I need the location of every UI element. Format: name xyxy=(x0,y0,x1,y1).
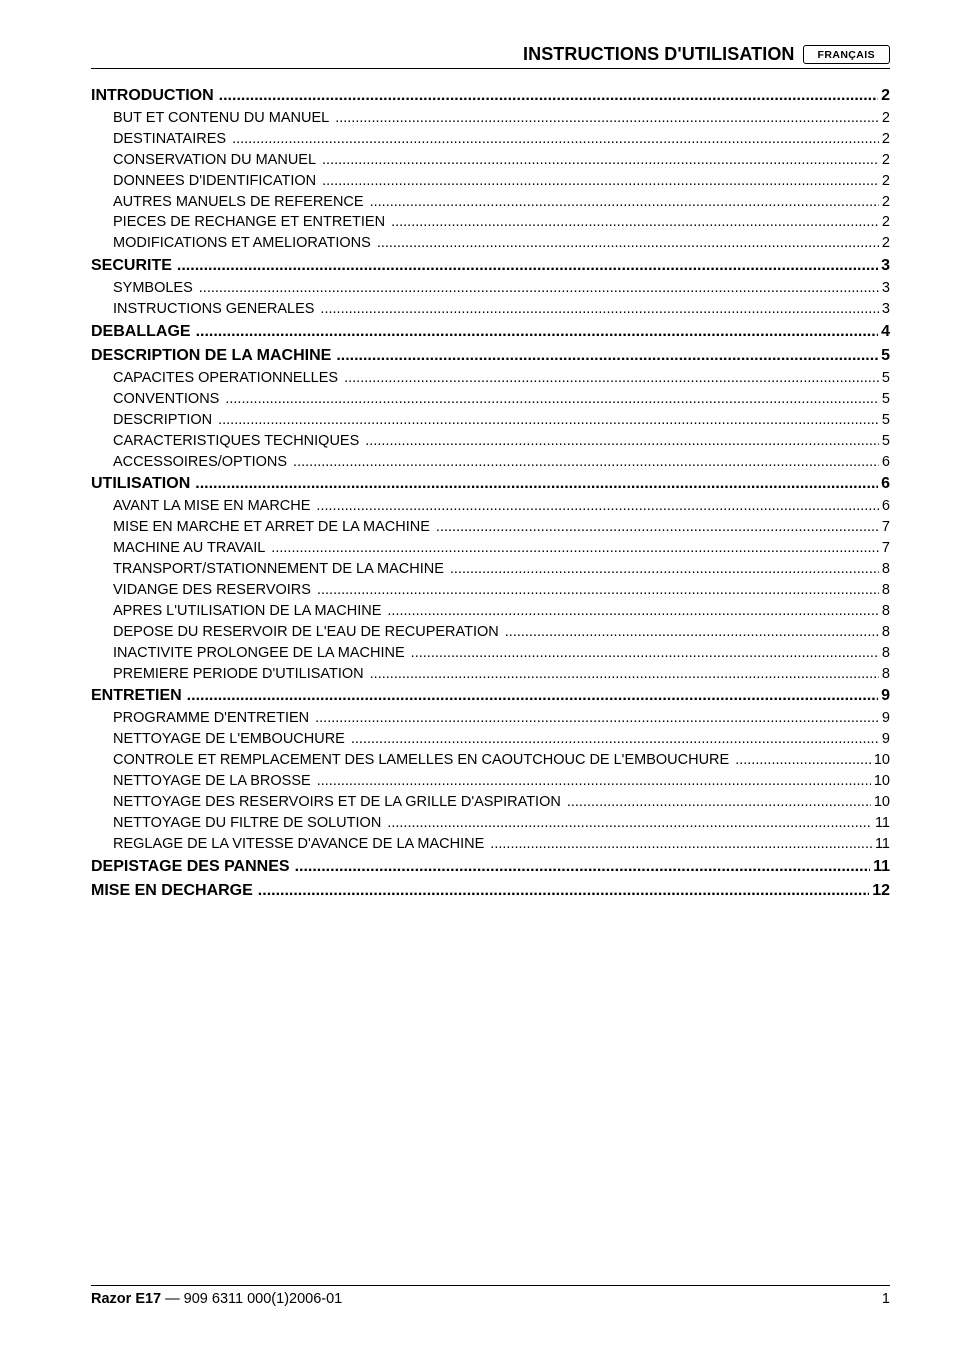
toc-entry-page: 6 xyxy=(881,453,890,470)
toc-entry-title: DEPISTAGE DES PANNES xyxy=(91,857,290,875)
toc-dot-leader xyxy=(436,517,879,538)
toc-dot-leader xyxy=(387,601,879,622)
toc-entry-title: PIECES DE RECHANGE ET ENTRETIEN xyxy=(113,214,386,231)
toc-entry-title: MACHINE AU TRAVAIL xyxy=(113,540,266,557)
toc-entry-page: 2 xyxy=(881,193,890,210)
toc-entry-page: 2 xyxy=(881,151,890,168)
toc-section[interactable] xyxy=(91,84,890,108)
toc-entry-title: ENTRETIEN xyxy=(91,687,182,705)
document-reference: — 909 6311 000(1)2006-01 xyxy=(161,1291,343,1307)
toc-dot-leader xyxy=(450,559,879,580)
toc-subsection[interactable] xyxy=(91,771,890,792)
toc-subsection[interactable] xyxy=(91,517,890,538)
toc-entry-title: CONVENTIONS xyxy=(113,390,220,407)
toc-entry-page: 2 xyxy=(881,87,890,104)
toc-section[interactable] xyxy=(91,320,890,344)
toc-section[interactable] xyxy=(91,344,890,368)
toc-dot-leader xyxy=(320,299,879,320)
toc-dot-leader xyxy=(187,684,878,708)
toc-entry-title: DESCRIPTION DE LA MACHINE xyxy=(91,347,332,365)
toc-entry-page: 8 xyxy=(881,602,890,619)
toc-entry-page: 5 xyxy=(881,347,890,365)
toc-dot-leader xyxy=(317,771,871,792)
toc-entry-page: 4 xyxy=(881,323,890,341)
toc-entry-page: 9 xyxy=(881,731,890,748)
toc-entry-page: 5 xyxy=(881,390,890,407)
toc-dot-leader xyxy=(317,580,879,601)
toc-subsection[interactable] xyxy=(91,299,890,320)
toc-entry-page: 7 xyxy=(881,540,890,557)
toc-dot-leader xyxy=(344,368,879,389)
toc-dot-leader xyxy=(370,192,879,213)
toc-subsection[interactable] xyxy=(91,233,890,254)
toc-entry-title: INACTIVITE PROLONGEE DE LA MACHINE xyxy=(113,644,405,661)
toc-entry-page: 5 xyxy=(881,370,890,387)
toc-dot-leader xyxy=(391,212,879,233)
toc-entry-title: DESCRIPTION xyxy=(113,411,213,428)
toc-entry-page: 6 xyxy=(881,475,890,493)
toc-entry-title: PROGRAMME D'ENTRETIEN xyxy=(113,710,310,727)
toc-subsection[interactable] xyxy=(91,129,890,150)
toc-entry-title: CAPACITES OPERATIONNELLES xyxy=(113,370,339,387)
toc-dot-leader xyxy=(293,452,879,473)
toc-entry-page: 3 xyxy=(881,301,890,318)
toc-entry-title: TRANSPORT/STATIONNEMENT DE LA MACHINE xyxy=(113,561,444,578)
toc-entry-page: 10 xyxy=(873,752,890,769)
toc-dot-leader xyxy=(196,320,879,344)
toc-entry-title: DEBALLAGE xyxy=(91,323,191,341)
toc-dot-leader xyxy=(365,431,879,452)
toc-entry-page: 8 xyxy=(881,561,890,578)
toc-subsection[interactable] xyxy=(91,192,890,213)
toc-subsection[interactable] xyxy=(91,750,890,771)
footer-divider xyxy=(91,1285,890,1286)
toc-entry-page: 9 xyxy=(881,710,890,727)
toc-entry-title: ACCESSOIRES/OPTIONS xyxy=(113,453,288,470)
toc-entry-title: DESTINATAIRES xyxy=(113,130,227,147)
toc-subsection[interactable] xyxy=(91,496,890,517)
toc-entry-page: 10 xyxy=(873,773,890,790)
toc-dot-leader xyxy=(377,233,879,254)
toc-entry-title: MISE EN DECHARGE xyxy=(91,881,253,899)
toc-entry-page: 6 xyxy=(881,498,890,515)
toc-entry-page: 9 xyxy=(881,687,890,705)
table-of-contents xyxy=(91,84,890,903)
toc-subsection[interactable] xyxy=(91,452,890,473)
toc-entry-title: SYMBOLES xyxy=(113,280,193,297)
toc-entry-title: INTRODUCTION xyxy=(91,87,214,104)
toc-entry-title: PREMIERE PERIODE D'UTILISATION xyxy=(113,665,364,682)
toc-subsection[interactable] xyxy=(91,278,890,299)
toc-dot-leader xyxy=(315,708,879,729)
toc-dot-leader xyxy=(505,622,879,643)
toc-dot-leader xyxy=(199,278,879,299)
toc-entry-page: 10 xyxy=(873,794,890,811)
toc-dot-leader xyxy=(177,254,878,278)
toc-subsection[interactable] xyxy=(91,622,890,643)
model-name: Razor E17 xyxy=(91,1291,162,1307)
toc-dot-leader xyxy=(735,750,871,771)
toc-subsection[interactable] xyxy=(91,171,890,192)
toc-dot-leader xyxy=(322,171,879,192)
toc-entry-title: VIDANGE DES RESERVOIRS xyxy=(113,582,311,599)
toc-entry-page: 2 xyxy=(881,214,890,231)
toc-entry-page: 8 xyxy=(881,644,890,661)
toc-entry-title: SECURITE xyxy=(91,257,172,275)
toc-dot-leader xyxy=(387,813,872,834)
toc-subsection[interactable] xyxy=(91,538,890,559)
toc-entry-page: 8 xyxy=(881,665,890,682)
toc-entry-title: MISE EN MARCHE ET ARRET DE LA MACHINE xyxy=(113,519,430,536)
toc-subsection[interactable] xyxy=(91,368,890,389)
toc-entry-title: NETTOYAGE DE L'EMBOUCHURE xyxy=(113,731,345,748)
toc-entry-page: 8 xyxy=(881,582,890,599)
toc-subsection[interactable] xyxy=(91,212,890,233)
toc-subsection[interactable] xyxy=(91,150,890,171)
toc-entry-page: 11 xyxy=(873,857,890,875)
toc-subsection[interactable] xyxy=(91,580,890,601)
toc-entry-page: 2 xyxy=(881,110,890,126)
toc-section[interactable] xyxy=(91,472,890,496)
toc-dot-leader xyxy=(490,834,872,855)
toc-entry-page: 11 xyxy=(874,835,890,852)
toc-section[interactable] xyxy=(91,684,890,708)
toc-entry-page: 8 xyxy=(881,623,890,640)
toc-subsection[interactable] xyxy=(91,664,890,685)
toc-entry-title: CARACTERISTIQUES TECHNIQUES xyxy=(113,432,360,449)
toc-entry-page: 5 xyxy=(881,432,890,449)
document-title: INSTRUCTIONS D'UTILISATION xyxy=(523,43,795,64)
toc-dot-leader xyxy=(567,792,871,813)
toc-subsection[interactable] xyxy=(91,601,890,622)
language-badge: FRANÇAIS xyxy=(803,45,890,64)
toc-section[interactable] xyxy=(91,855,890,879)
toc-entry-title: BUT ET CONTENU DU MANUEL xyxy=(113,110,330,126)
toc-entry-title: CONTROLE ET REMPLACEMENT DES LAMELLES EN CAOUTCHOUC DE L'EMBOUCHURE xyxy=(113,752,730,769)
toc-dot-leader xyxy=(351,729,879,750)
toc-dot-leader xyxy=(271,538,879,559)
toc-dot-leader xyxy=(335,108,879,129)
toc-dot-leader xyxy=(218,410,879,431)
toc-entry-page: 7 xyxy=(881,519,890,536)
footer-document-id xyxy=(91,1291,342,1307)
toc-subsection[interactable] xyxy=(91,559,890,580)
page-footer xyxy=(91,1291,890,1307)
toc-dot-leader xyxy=(219,84,878,108)
toc-subsection[interactable] xyxy=(91,729,890,750)
toc-dot-leader xyxy=(316,496,879,517)
toc-subsection[interactable] xyxy=(91,792,890,813)
toc-entry-title: APRES L'UTILISATION DE LA MACHINE xyxy=(113,602,382,619)
toc-dot-leader xyxy=(232,129,879,150)
toc-entry-title: AUTRES MANUELS DE REFERENCE xyxy=(113,193,364,210)
toc-entry-title: NETTOYAGE DES RESERVOIRS ET DE LA GRILLE D'ASPIRATION xyxy=(113,794,561,811)
toc-dot-leader xyxy=(411,643,879,664)
toc-entry-page: 5 xyxy=(881,411,890,428)
toc-entry-page: 11 xyxy=(874,814,890,831)
toc-subsection[interactable] xyxy=(91,108,890,129)
toc-dot-leader xyxy=(258,879,869,903)
toc-subsection[interactable] xyxy=(91,813,890,834)
toc-subsection[interactable] xyxy=(91,643,890,664)
toc-dot-leader xyxy=(370,664,879,685)
toc-dot-leader xyxy=(225,389,879,410)
header-divider xyxy=(91,68,890,69)
toc-entry-title: REGLAGE DE LA VITESSE D'AVANCE DE LA MACHINE xyxy=(113,835,485,852)
toc-subsection[interactable] xyxy=(91,431,890,452)
toc-dot-leader xyxy=(336,344,878,368)
toc-subsection[interactable] xyxy=(91,410,890,431)
toc-dot-leader xyxy=(322,150,879,171)
toc-entry-title: NETTOYAGE DE LA BROSSE xyxy=(113,773,311,790)
toc-entry-title: DEPOSE DU RESERVOIR DE L'EAU DE RECUPERATION xyxy=(113,623,499,640)
toc-entry-page: 2 xyxy=(881,235,890,252)
toc-entry-title: UTILISATION xyxy=(91,475,191,493)
toc-subsection[interactable] xyxy=(91,708,890,729)
page-header xyxy=(91,40,890,68)
toc-entry-title: INSTRUCTIONS GENERALES xyxy=(113,301,315,318)
toc-subsection[interactable] xyxy=(91,389,890,410)
toc-entry-title: DONNEES D'IDENTIFICATION xyxy=(113,172,317,189)
toc-entry-page: 3 xyxy=(881,280,890,297)
toc-entry-title: NETTOYAGE DU FILTRE DE SOLUTION xyxy=(113,814,382,831)
toc-entry-page: 12 xyxy=(872,881,890,899)
toc-subsection[interactable] xyxy=(91,834,890,855)
toc-entry-page: 2 xyxy=(881,130,890,147)
toc-entry-title: CONSERVATION DU MANUEL xyxy=(113,151,317,168)
page-number: 1 xyxy=(881,1291,890,1307)
toc-entry-page: 2 xyxy=(881,172,890,189)
toc-entry-title: MODIFICATIONS ET AMELIORATIONS xyxy=(113,235,371,252)
toc-dot-leader xyxy=(195,472,878,496)
toc-section[interactable] xyxy=(91,879,890,903)
toc-entry-title: AVANT LA MISE EN MARCHE xyxy=(113,498,311,515)
toc-entry-page: 3 xyxy=(881,257,890,275)
toc-section[interactable] xyxy=(91,254,890,278)
toc-dot-leader xyxy=(295,855,871,879)
